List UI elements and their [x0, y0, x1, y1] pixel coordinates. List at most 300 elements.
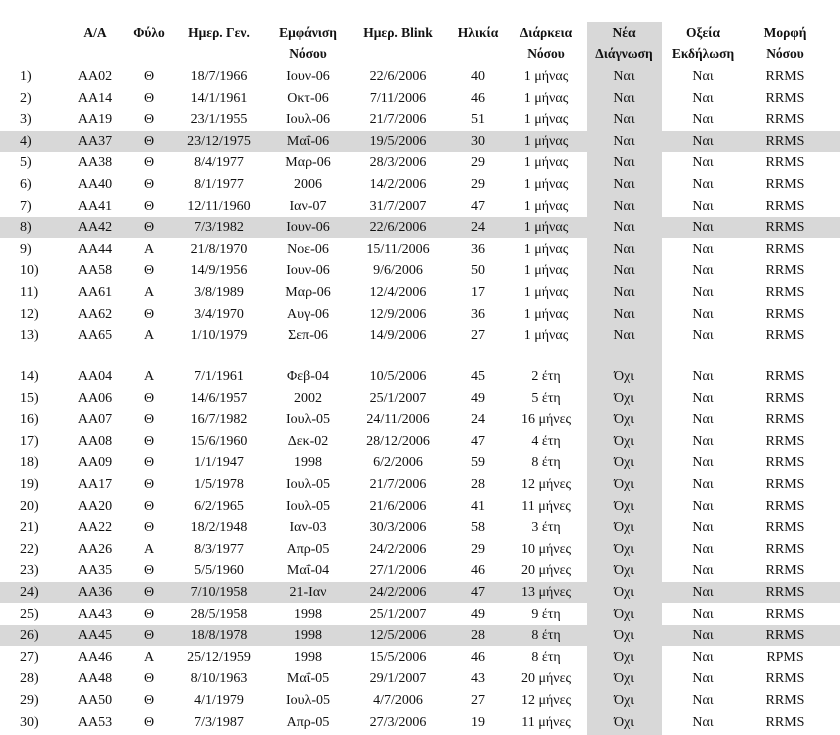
cell-idx: 23) — [20, 563, 39, 579]
cell-aa: AA53 — [77, 714, 113, 730]
cell-acute: Ναι — [692, 263, 714, 279]
cell-dob: 1/5/1978 — [194, 477, 244, 492]
cell-blink: 25/1/2007 — [369, 606, 427, 622]
cell-dob: 3/8/1989 — [194, 285, 244, 300]
cell-sex: Θ — [143, 606, 155, 622]
cell-newdx: Όχι — [613, 606, 635, 622]
cell-aa: AA43 — [77, 606, 113, 622]
header-onset-line2: Νόσου — [289, 46, 327, 61]
table-row — [0, 66, 840, 87]
cell-dob: 1/10/1979 — [190, 328, 248, 344]
cell-aa: AA09 — [77, 455, 113, 471]
cell-aa: AA35 — [77, 563, 113, 579]
cell-aa: AA22 — [77, 520, 113, 536]
cell-idx: 9) — [20, 241, 32, 257]
cell-form: RRMS — [765, 306, 805, 322]
cell-duration: 1 μήνας — [523, 220, 569, 236]
cell-onset: 2006 — [294, 177, 322, 192]
cell-acute: Ναι — [692, 520, 714, 536]
cell-form: RRMS — [765, 220, 805, 236]
cell-aa: AA41 — [77, 198, 113, 214]
cell-newdx: Όχι — [613, 541, 635, 557]
cell-sex: Θ — [143, 671, 155, 687]
cell-age: 29 — [471, 177, 485, 192]
cell-blink: 15/5/2006 — [369, 649, 427, 665]
cell-onset: Ιουλ-06 — [285, 112, 331, 128]
cell-duration: 16 μήνες — [520, 412, 572, 428]
cell-age: 24 — [471, 412, 485, 428]
cell-idx: 1) — [20, 69, 32, 84]
cell-idx: 29) — [20, 693, 39, 708]
cell-duration: 4 έτη — [531, 433, 561, 449]
cell-form: RRMS — [765, 412, 805, 428]
cell-aa: AA02 — [77, 69, 113, 84]
cell-onset: 21-Ιαν — [289, 585, 327, 600]
cell-blink: 10/5/2006 — [369, 369, 427, 384]
cell-sex: Θ — [143, 563, 155, 579]
cell-onset: Απρ-05 — [286, 541, 330, 557]
cell-duration: 1 μήνας — [523, 198, 569, 214]
table-row — [0, 409, 840, 430]
cell-newdx: Όχι — [613, 628, 635, 644]
cell-duration: 1 μήνας — [523, 263, 569, 279]
cell-newdx: Όχι — [613, 390, 635, 406]
cell-aa: AA61 — [77, 285, 113, 300]
cell-idx: 18) — [20, 455, 39, 471]
cell-idx: 27) — [20, 649, 39, 665]
cell-dob: 12/11/1960 — [187, 198, 251, 214]
cell-idx: 20) — [20, 498, 39, 514]
cell-form: RRMS — [765, 714, 805, 730]
cell-acute: Ναι — [692, 285, 714, 300]
cell-age: 28 — [471, 628, 485, 644]
cell-sex: Θ — [143, 69, 155, 84]
cell-newdx: Όχι — [613, 369, 635, 384]
cell-dob: 23/1/1955 — [190, 112, 248, 128]
cell-form: RRMS — [765, 520, 805, 536]
cell-blink: 31/7/2007 — [369, 198, 427, 214]
header-sex: Φύλο — [133, 25, 165, 40]
cell-aa: AA62 — [77, 306, 113, 322]
cell-duration: 1 μήνας — [523, 155, 569, 171]
table-row — [0, 388, 840, 409]
cell-newdx: Όχι — [613, 455, 635, 471]
header-aa: Α/Α — [83, 25, 107, 40]
cell-age: 45 — [471, 369, 485, 384]
cell-blink: 29/1/2007 — [369, 671, 427, 687]
cell-idx: 15) — [20, 390, 39, 406]
cell-form: RRMS — [765, 198, 805, 214]
cell-dob: 7/1/1961 — [194, 369, 244, 384]
cell-newdx: Ναι — [613, 90, 635, 106]
cell-duration: 8 έτη — [531, 628, 561, 644]
cell-aa: AA44 — [77, 241, 113, 257]
cell-idx: 12) — [20, 306, 39, 322]
cell-newdx: Όχι — [613, 433, 635, 449]
table-row — [0, 647, 840, 668]
cell-aa: AA42 — [77, 220, 113, 236]
cell-sex: Θ — [143, 433, 155, 449]
header-onset — [268, 22, 348, 64]
cell-newdx: Όχι — [613, 693, 635, 708]
cell-onset: Ιαν-07 — [289, 198, 327, 214]
header-duration-line2: Νόσου — [527, 46, 565, 61]
cell-sex: Α — [143, 328, 155, 344]
cell-acute: Ναι — [692, 155, 714, 171]
cell-acute: Ναι — [692, 498, 714, 514]
header-age: Ηλικία — [457, 25, 499, 40]
cell-idx: 3) — [20, 112, 32, 128]
cell-sex: Α — [143, 369, 155, 384]
cell-duration: 1 μήνας — [523, 133, 569, 149]
cell-onset: Ιουλ-05 — [285, 498, 331, 514]
cell-dob: 28/5/1958 — [190, 606, 248, 622]
cell-form: RRMS — [765, 112, 805, 128]
cell-age: 36 — [471, 241, 485, 257]
cell-blink: 24/11/2006 — [366, 412, 430, 428]
cell-blink: 15/11/2006 — [366, 241, 430, 257]
cell-sex: Θ — [143, 455, 155, 471]
cell-form: RRMS — [765, 585, 805, 600]
cell-acute: Ναι — [692, 328, 714, 344]
cell-age: 46 — [471, 649, 485, 665]
cell-form: RRMS — [765, 541, 805, 557]
table-row — [0, 690, 840, 711]
cell-onset: Σεπ-06 — [288, 328, 328, 344]
cell-onset: Μαΐ-04 — [286, 563, 330, 579]
cell-sex: Θ — [143, 306, 155, 322]
cell-age: 47 — [471, 585, 485, 600]
cell-form: RRMS — [765, 177, 805, 192]
cell-aa: AA26 — [77, 541, 113, 557]
header-blink: Ημερ. Blink — [363, 25, 433, 40]
cell-onset: Αυγ-06 — [287, 306, 329, 322]
cell-onset: Οκτ-06 — [287, 90, 329, 106]
cell-age: 29 — [471, 541, 485, 557]
cell-age: 50 — [471, 263, 485, 279]
cell-newdx: Ναι — [613, 112, 635, 128]
cell-form: RRMS — [765, 285, 805, 300]
cell-idx: 5) — [20, 155, 32, 171]
cell-idx: 28) — [20, 671, 39, 687]
cell-newdx: Όχι — [613, 477, 635, 492]
cell-form: RRMS — [765, 69, 805, 84]
cell-age: 19 — [471, 714, 485, 730]
cell-acute: Ναι — [692, 433, 714, 449]
cell-form: RRMS — [765, 369, 805, 384]
cell-blink: 12/4/2006 — [369, 285, 427, 300]
cell-dob: 3/4/1970 — [194, 306, 244, 322]
table-row — [0, 217, 840, 238]
header-new-diagnosis-line2: Διάγνωση — [595, 46, 653, 61]
cell-aa: AA17 — [77, 477, 113, 492]
cell-acute: Ναι — [692, 714, 714, 730]
cell-age: 30 — [471, 133, 485, 149]
table-row — [0, 174, 840, 195]
cell-dob: 18/8/1978 — [190, 628, 248, 644]
cell-idx: 21) — [20, 520, 39, 536]
cell-aa: AA36 — [77, 585, 113, 600]
cell-onset: 1998 — [294, 606, 322, 622]
cell-aa: AA58 — [77, 263, 113, 279]
cell-duration: 1 μήνας — [523, 90, 569, 106]
cell-acute: Ναι — [692, 477, 714, 492]
cell-age: 59 — [471, 455, 485, 471]
header-acute-line2: Εκδήλωση — [671, 46, 735, 61]
cell-blink: 6/2/2006 — [373, 455, 423, 471]
cell-aa: AA06 — [77, 390, 113, 406]
cell-dob: 14/6/1957 — [190, 390, 248, 406]
cell-dob: 8/4/1977 — [194, 155, 244, 171]
cell-duration: 1 μήνας — [523, 285, 569, 300]
cell-onset: Μαρ-06 — [285, 155, 331, 171]
cell-blink: 28/3/2006 — [369, 155, 427, 171]
cell-onset: Ιουλ-05 — [285, 477, 331, 492]
cell-blink: 25/1/2007 — [369, 390, 427, 406]
cell-onset: Ιαν-03 — [289, 520, 327, 536]
cell-aa: AA40 — [77, 177, 113, 192]
cell-form: RRMS — [765, 671, 805, 687]
cell-idx: 10) — [20, 263, 39, 279]
table-row — [0, 282, 840, 303]
cell-form: RRMS — [765, 133, 805, 149]
cell-onset: Μαΐ-06 — [286, 133, 330, 149]
cell-newdx: Όχι — [613, 412, 635, 428]
cell-sex: Θ — [143, 714, 155, 730]
cell-acute: Ναι — [692, 220, 714, 236]
cell-newdx: Όχι — [613, 649, 635, 665]
cell-form: RRMS — [765, 263, 805, 279]
cell-duration: 12 μήνες — [520, 693, 572, 708]
cell-duration: 10 μήνες — [520, 541, 572, 557]
cell-blink: 24/2/2006 — [369, 541, 427, 557]
cell-idx: 6) — [20, 177, 32, 192]
table-row — [0, 152, 840, 173]
cell-dob: 8/10/1963 — [190, 671, 248, 687]
cell-newdx: Ναι — [613, 177, 635, 192]
cell-blink: 9/6/2006 — [373, 263, 423, 279]
cell-blink: 21/7/2006 — [369, 477, 427, 492]
cell-newdx: Όχι — [613, 498, 635, 514]
cell-idx: 26) — [20, 628, 39, 644]
cell-onset: Ιουν-06 — [286, 263, 330, 279]
table-row — [0, 668, 840, 689]
cell-form: RRMS — [765, 477, 805, 492]
cell-sex: Α — [143, 649, 155, 665]
cell-age: 46 — [471, 90, 485, 106]
cell-duration: 1 μήνας — [523, 177, 569, 192]
cell-acute: Ναι — [692, 241, 714, 257]
cell-acute: Ναι — [692, 133, 714, 149]
cell-onset: 1998 — [294, 649, 322, 665]
cell-aa: AA19 — [77, 112, 113, 128]
cell-newdx: Ναι — [613, 306, 635, 322]
cell-sex: Θ — [143, 133, 155, 149]
cell-form: RRMS — [765, 90, 805, 106]
cell-idx: 17) — [20, 433, 39, 449]
cell-blink: 4/7/2006 — [373, 693, 423, 708]
table-row — [0, 431, 840, 452]
cell-idx: 16) — [20, 412, 39, 428]
cell-dob: 14/1/1961 — [190, 90, 248, 106]
cell-idx: 7) — [20, 198, 32, 214]
cell-form: RRMS — [765, 455, 805, 471]
cell-blink: 22/6/2006 — [369, 220, 427, 236]
cell-aa: AA37 — [77, 133, 113, 149]
cell-blink: 27/1/2006 — [369, 563, 427, 579]
cell-sex: Θ — [143, 390, 155, 406]
cell-acute: Ναι — [692, 306, 714, 322]
cell-age: 40 — [471, 69, 485, 84]
cell-onset: 1998 — [294, 455, 322, 471]
cell-duration: 9 έτη — [531, 606, 561, 622]
cell-idx: 2) — [20, 90, 32, 106]
cell-dob: 4/1/1979 — [194, 693, 244, 708]
cell-idx: 4) — [20, 133, 32, 149]
cell-idx: 30) — [20, 714, 39, 730]
cell-newdx: Όχι — [613, 520, 635, 536]
cell-form: RPMS — [766, 649, 804, 665]
cell-newdx: Όχι — [613, 585, 635, 600]
cell-duration: 12 μήνες — [520, 477, 572, 492]
cell-sex: Θ — [143, 693, 155, 708]
table-row — [0, 260, 840, 281]
cell-duration: 20 μήνες — [520, 671, 572, 687]
cell-newdx: Ναι — [613, 69, 635, 84]
cell-newdx: Όχι — [613, 563, 635, 579]
cell-aa: AA04 — [77, 369, 113, 384]
cell-acute: Ναι — [692, 112, 714, 128]
header-new-diagnosis — [584, 22, 664, 64]
cell-dob: 1/1/1947 — [194, 455, 244, 471]
cell-blink: 22/6/2006 — [369, 69, 427, 84]
cell-idx: 24) — [20, 585, 39, 600]
cell-acute: Ναι — [692, 585, 714, 600]
cell-blink: 19/5/2006 — [369, 133, 427, 149]
cell-duration: 1 μήνας — [523, 306, 569, 322]
cell-sex: Α — [143, 241, 155, 257]
cell-acute: Ναι — [692, 198, 714, 214]
table-row — [0, 88, 840, 109]
cell-aa: AA38 — [77, 155, 113, 171]
cell-acute: Ναι — [692, 412, 714, 428]
cell-idx: 19) — [20, 477, 39, 492]
cell-sex: Θ — [143, 198, 155, 214]
header-dob: Ημερ. Γεν. — [188, 25, 250, 40]
cell-acute: Ναι — [692, 390, 714, 406]
cell-blink: 14/2/2006 — [369, 177, 427, 192]
cell-aa: AA65 — [77, 328, 113, 344]
cell-newdx: Όχι — [613, 714, 635, 730]
cell-acute: Ναι — [692, 649, 714, 665]
cell-age: 49 — [471, 606, 485, 622]
cell-newdx: Ναι — [613, 328, 635, 344]
cell-duration: 1 μήνας — [523, 69, 569, 84]
cell-acute: Ναι — [692, 69, 714, 84]
cell-dob: 8/3/1977 — [194, 541, 244, 557]
cell-age: 47 — [471, 198, 485, 214]
cell-age: 58 — [471, 520, 485, 536]
cell-age: 36 — [471, 306, 485, 322]
cell-age: 27 — [471, 693, 485, 708]
cell-acute: Ναι — [692, 369, 714, 384]
cell-duration: 3 έτη — [531, 520, 561, 536]
cell-dob: 6/2/1965 — [194, 498, 244, 514]
cell-age: 27 — [471, 328, 485, 344]
table-row — [0, 712, 840, 733]
cell-age: 24 — [471, 220, 485, 236]
table-row — [0, 517, 840, 538]
cell-age: 46 — [471, 563, 485, 579]
cell-duration: 11 μήνες — [521, 714, 571, 730]
cell-newdx: Ναι — [613, 241, 635, 257]
cell-acute: Ναι — [692, 541, 714, 557]
cell-duration: 20 μήνες — [520, 563, 572, 579]
cell-blink: 12/9/2006 — [369, 306, 427, 322]
cell-sex: Θ — [143, 155, 155, 171]
header-form-line2: Νόσου — [766, 46, 804, 61]
cell-acute: Ναι — [692, 671, 714, 687]
cell-age: 51 — [471, 112, 485, 128]
cell-acute: Ναι — [692, 606, 714, 622]
cell-form: RRMS — [765, 155, 805, 171]
cell-sex: Θ — [143, 112, 155, 128]
cell-newdx: Ναι — [613, 133, 635, 149]
cell-sex: Θ — [143, 177, 155, 192]
cell-sex: Θ — [143, 628, 155, 644]
header-duration — [508, 22, 584, 64]
cell-dob: 14/9/1956 — [190, 263, 248, 279]
cell-form: RRMS — [765, 241, 805, 257]
cell-idx: 11) — [20, 285, 39, 300]
header-form-line1: Μορφή — [763, 25, 807, 40]
cell-duration: 8 έτη — [531, 455, 561, 471]
cell-dob: 5/5/1960 — [194, 563, 244, 579]
cell-aa: AA50 — [77, 693, 113, 708]
cell-dob: 7/3/1982 — [194, 220, 244, 236]
cell-onset: Ιουλ-05 — [285, 693, 331, 708]
cell-onset: Ιουλ-05 — [285, 412, 331, 428]
cell-dob: 23/12/1975 — [187, 133, 251, 149]
cell-blink: 12/5/2006 — [369, 628, 427, 644]
cell-sex: Α — [143, 285, 155, 300]
cell-dob: 18/2/1948 — [190, 520, 248, 536]
header-form — [748, 22, 822, 64]
header-acute-line1: Οξεία — [685, 25, 720, 40]
cell-age: 28 — [471, 477, 485, 492]
cell-blink: 24/2/2006 — [369, 585, 427, 600]
cell-aa: AA08 — [77, 433, 113, 449]
table-row — [0, 452, 840, 473]
cell-form: RRMS — [765, 693, 805, 708]
cell-dob: 8/1/1977 — [194, 177, 244, 192]
header-onset-line1: Εμφάνιση — [279, 25, 337, 40]
cell-form: RRMS — [765, 498, 805, 514]
header-duration-line1: Διάρκεια — [519, 25, 573, 40]
cell-sex: Θ — [143, 263, 155, 279]
cell-onset: Νοε-06 — [287, 241, 329, 257]
cell-dob: 21/8/1970 — [190, 241, 248, 257]
cell-acute: Ναι — [692, 693, 714, 708]
cell-onset: Μαρ-06 — [285, 285, 331, 300]
cell-age: 43 — [471, 671, 485, 687]
cell-idx: 14) — [20, 369, 39, 384]
header-acute — [664, 22, 742, 64]
cell-age: 41 — [471, 498, 485, 514]
cell-blink: 21/6/2006 — [369, 498, 427, 514]
table-row — [0, 325, 840, 346]
cell-dob: 7/3/1987 — [194, 714, 244, 730]
